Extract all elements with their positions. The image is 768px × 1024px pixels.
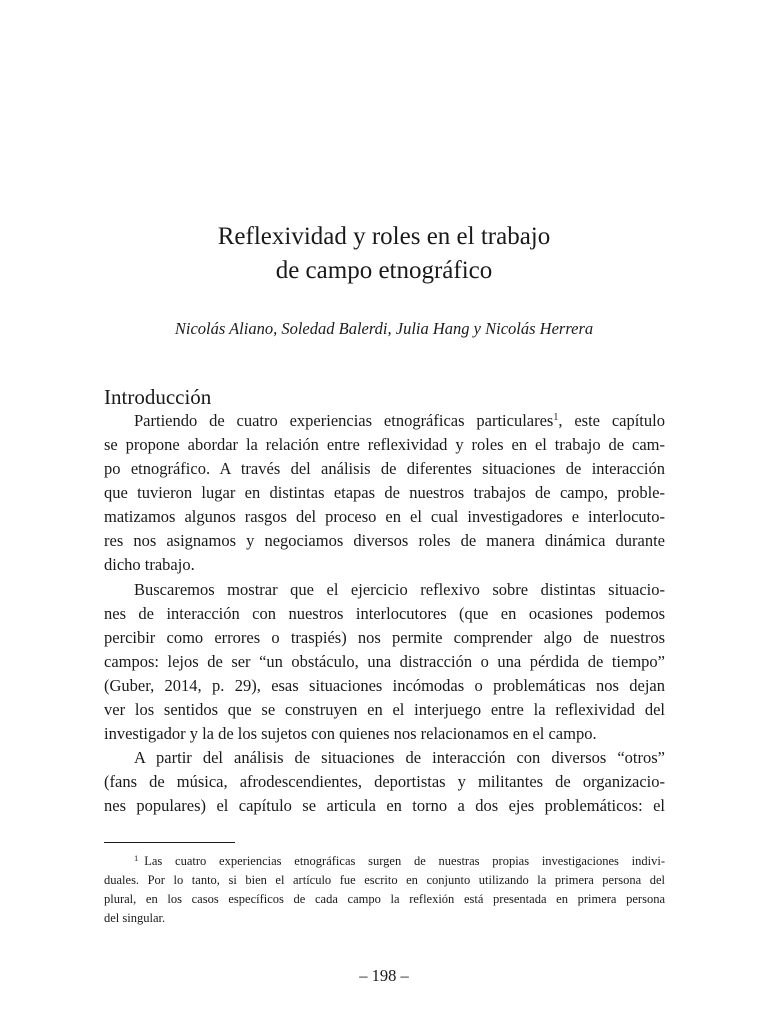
body-line: res nos asignamos y negociamos diversos roles de manera dinámica durante xyxy=(104,531,665,550)
chapter-title-line-2: de campo etnográfico xyxy=(275,257,493,284)
body-line: campos: lejos de ser “un obstáculo, una distracción o una pérdida de tiempo” xyxy=(104,652,665,671)
body-line: se propone abordar la relación entre reflexividad y roles en el trabajo de cam- xyxy=(104,435,665,454)
section-heading: Introducción xyxy=(104,385,212,409)
body-line: investigador y la de los sujetos con quienes nos relacionamos en el campo. xyxy=(104,724,597,743)
footnote-reference[interactable]: 1 xyxy=(553,412,559,423)
body-line: nes populares) el capítulo se articula en torno a dos ejes problemáticos: el xyxy=(104,796,665,815)
body-line: percibir como errores o traspiés) nos permite comprender algo de nuestros xyxy=(104,628,665,647)
chapter-title xyxy=(0,220,768,288)
body-line: ver los sentidos que se construyen en el interjuego entre la reflexividad del xyxy=(104,700,665,719)
body-line: Buscaremos mostrar que el ejercicio reflexivo sobre distintas situacio- xyxy=(134,580,665,599)
body-line: nes de interacción con nuestros interlocutores (que en ocasiones podemos xyxy=(104,604,665,623)
footnote-marker: 1 xyxy=(134,853,139,863)
chapter-authors: Nicolás Aliano, Soledad Balerdi, Julia Hang y Nicolás Herrera xyxy=(174,319,594,338)
footnote-line: plural, en los casos específicos de cada campo la reflexión está presentada en primera persona xyxy=(104,892,665,906)
body-line: (fans de música, afrodescendientes, deportistas y militantes de organizacio- xyxy=(104,772,665,791)
body-line: dicho trabajo. xyxy=(104,555,195,574)
page-number: – 198 – xyxy=(359,966,409,985)
body-line: que tuvieron lugar en distintas etapas de nuestros trabajos de campo, proble- xyxy=(104,483,665,502)
body-line: (Guber, 2014, p. 29), esas situaciones incómodas o problemáticas nos dejan xyxy=(104,676,665,695)
body-line: matizamos algunos rasgos del proceso en el cual investigadores e interlocuto- xyxy=(104,507,665,526)
footnote-separator xyxy=(104,842,235,843)
chapter-title-line-1: Reflexividad y roles en el trabajo xyxy=(217,223,551,250)
footnote-line: del singular. xyxy=(104,911,166,925)
footnote-line: duales. Por lo tanto, si bien el artículo fue escrito en conjunto utilizando la primera persona del xyxy=(104,873,665,887)
body-line: po etnográfico. A través del análisis de diferentes situaciones de interacción xyxy=(104,459,665,478)
body-line: Partiendo de cuatro experiencias etnográficas particulares$^1$, este capítulo xyxy=(134,411,665,430)
body-line: A partir del análisis de situaciones de interacción con diversos “otros” xyxy=(134,748,665,767)
footnote-line: $^1$ Las cuatro experiencias etnográficas surgen de nuestras propias investigaciones indivi- xyxy=(134,853,665,868)
